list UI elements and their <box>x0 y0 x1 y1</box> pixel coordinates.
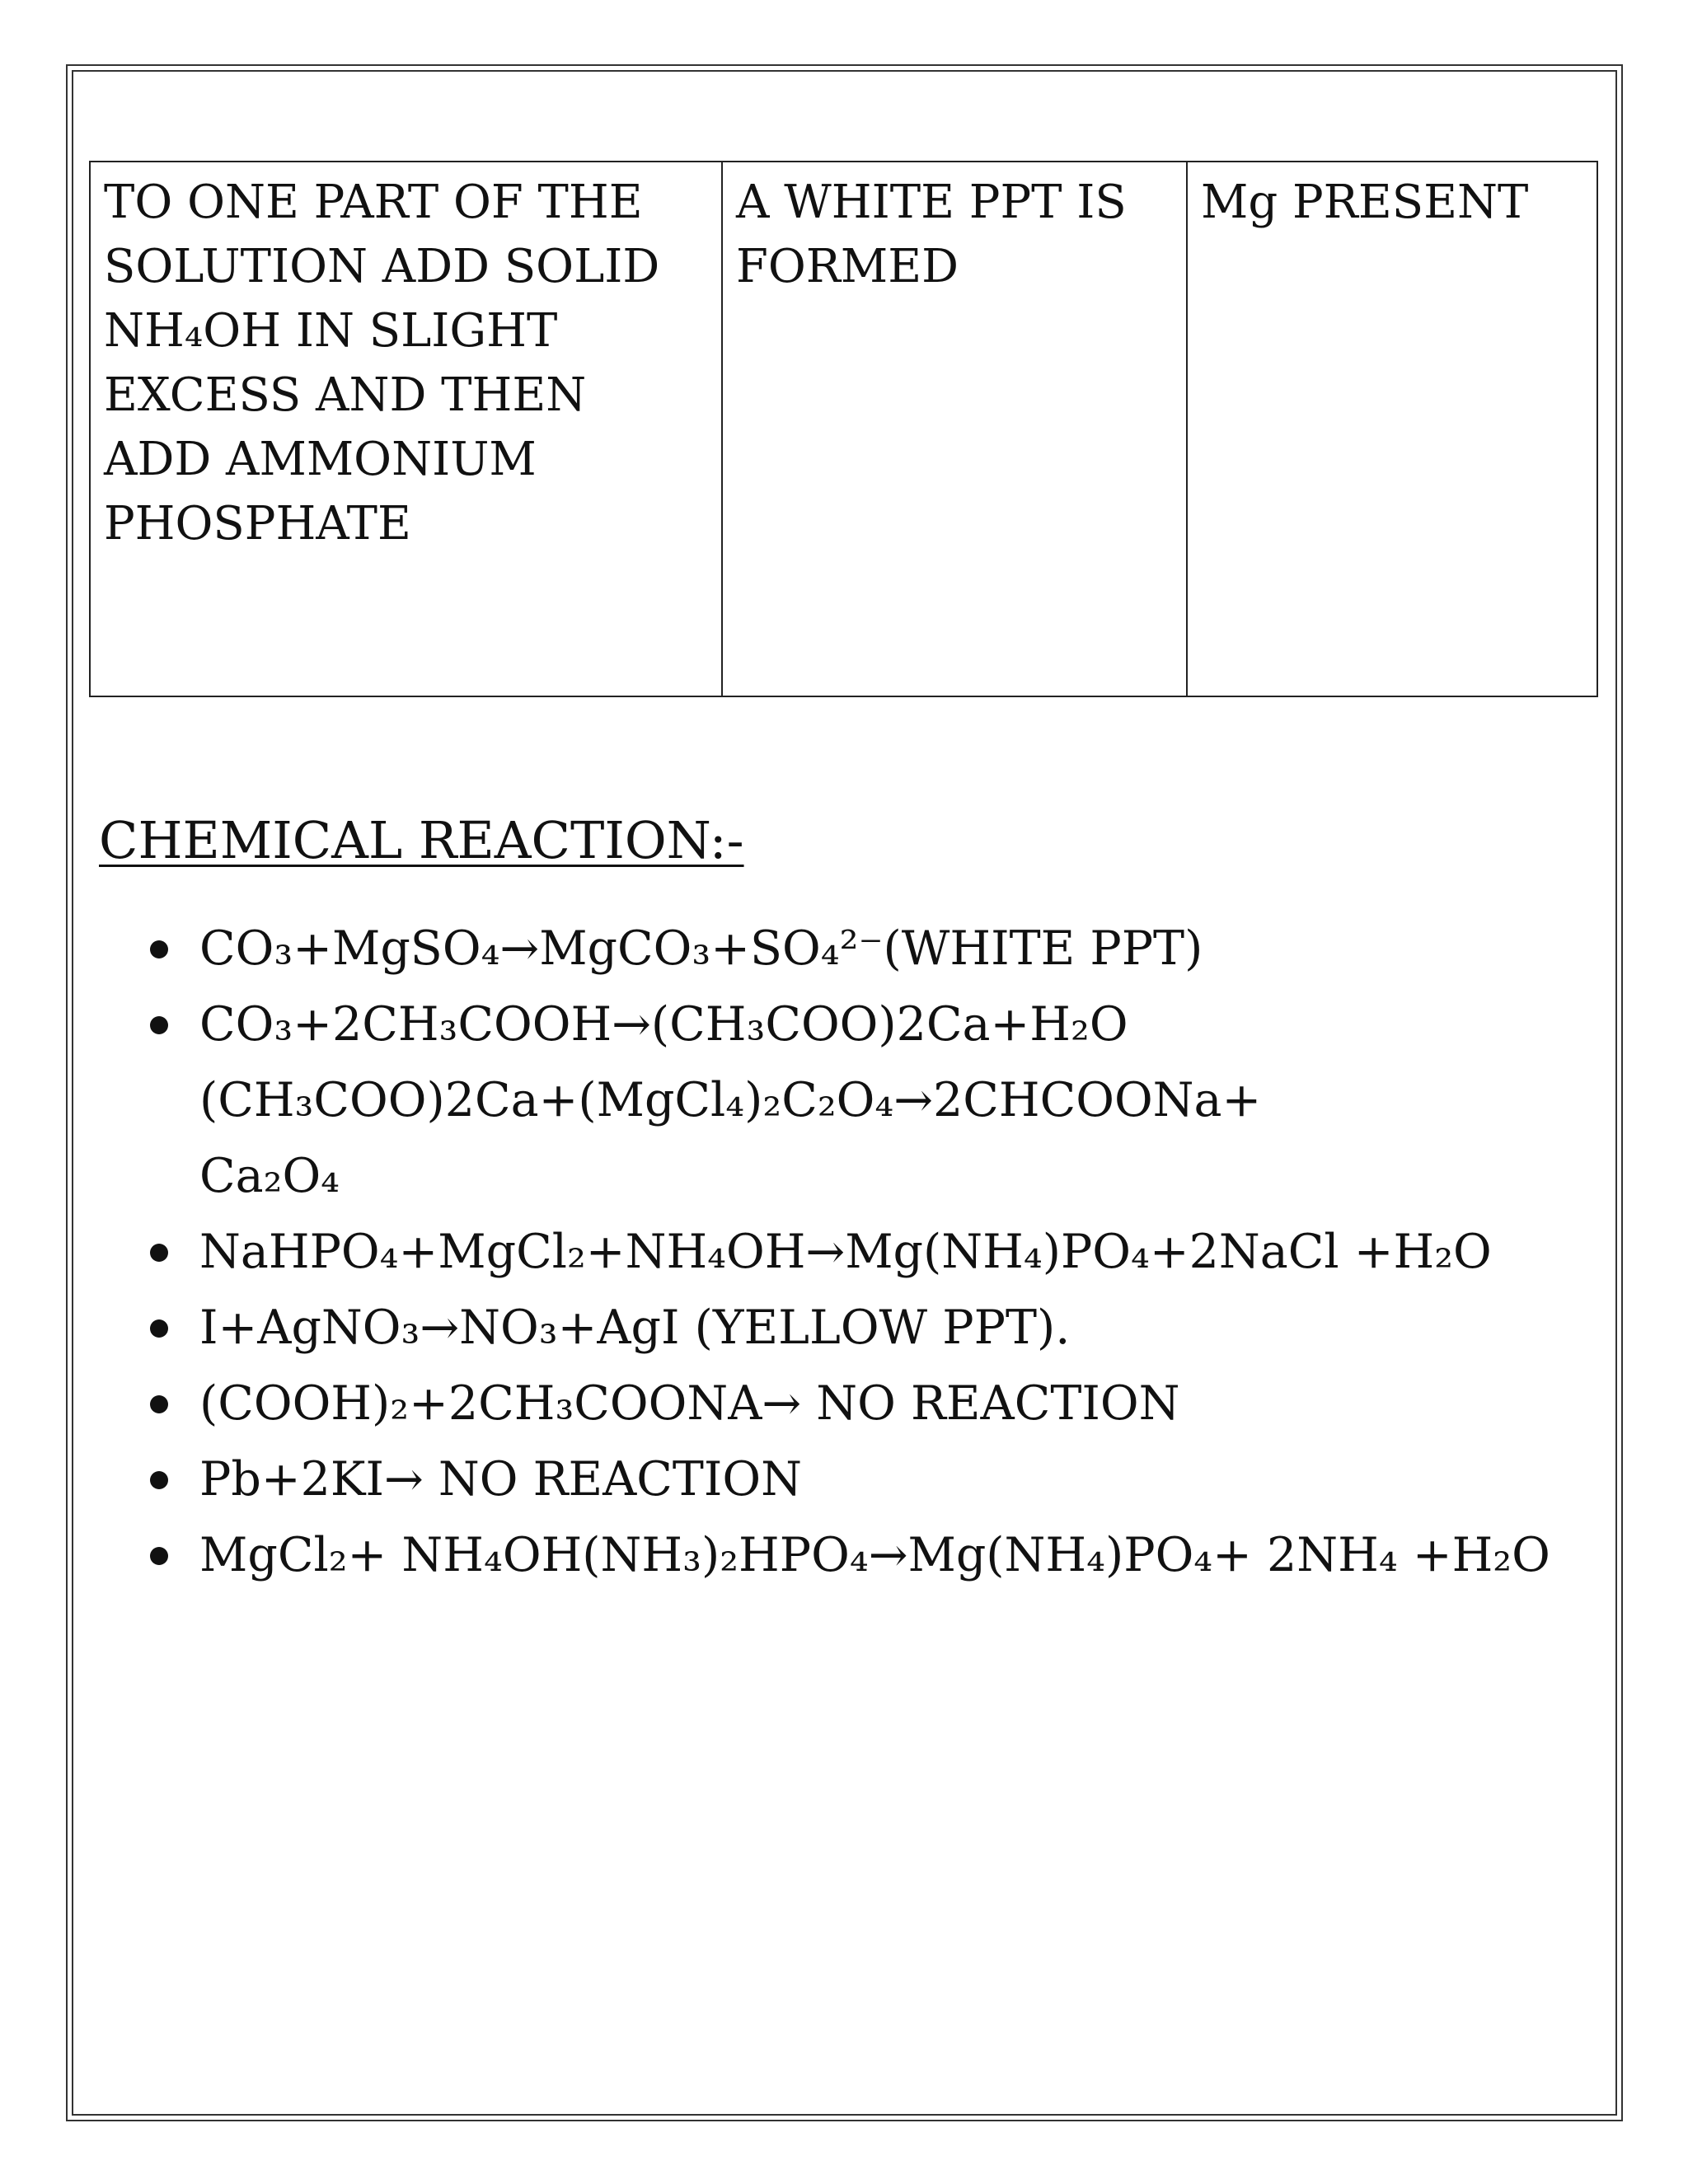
table-row <box>90 162 1597 696</box>
reaction-item: I+AgNO₃→NO₃+AgI (YELLOW PPT). <box>199 1290 1617 1366</box>
reaction-item: (COOH)₂+2CH₃COONA→ NO REACTION <box>199 1366 1617 1441</box>
chemical-reaction-heading: CHEMICAL REACTION:- <box>99 810 744 870</box>
observation-table <box>89 161 1598 697</box>
inference-cell: Mg PRESENT <box>1187 162 1597 696</box>
procedure-cell: TO ONE PART OF THE SOLUTION ADD SOLID NH₄OH IN SLIGHT EXCESS AND THEN ADD AMMONIUM PHOSPHATE <box>90 162 722 696</box>
reaction-item: CO₃+2CH₃COOH→(CH₃COO)2Ca+H₂O <box>199 987 1617 1062</box>
observation-cell: A WHITE PPT IS FORMED <box>722 162 1187 696</box>
reaction-item: Pb+2KI→ NO REACTION <box>199 1441 1617 1517</box>
reaction-item-continuation: Ca₂O₄ <box>199 1149 340 1203</box>
reaction-list <box>148 911 1617 1593</box>
reaction-item: MgCl₂+ NH₄OH(NH₃)₂HPO₄→Mg(NH₄)PO₄+ 2NH₄ +H₂O <box>199 1517 1617 1593</box>
reaction-item-continuation: (CH₃COO)2Ca+(MgCl₄)₂C₂O₄→2CHCOONa+ <box>199 1073 1262 1127</box>
reaction-item: CO₃+MgSO₄→MgCO₃+SO₄²⁻(WHITE PPT) <box>199 911 1617 987</box>
reaction-item: NaHPO₄+MgCl₂+NH₄OH→Mg(NH₄)PO₄+2NaCl +H₂O <box>199 1214 1617 1290</box>
